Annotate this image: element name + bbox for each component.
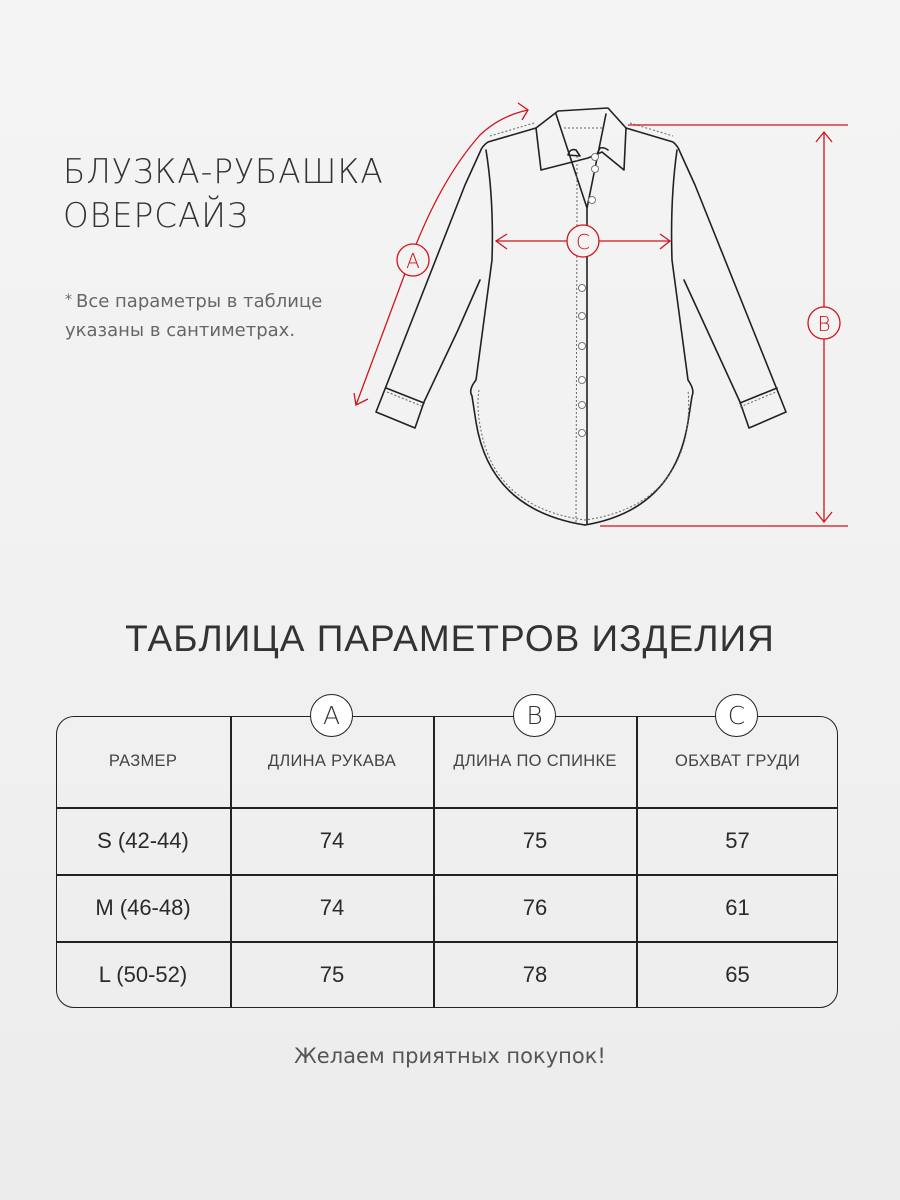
table-row-size: M (46-48): [95, 895, 191, 920]
table-cell-chest: 65: [725, 962, 750, 987]
shirt-diagram: [340, 90, 860, 540]
badge-b: B: [513, 694, 556, 737]
marker-b: B: [817, 312, 831, 336]
button-icons: [579, 154, 599, 437]
header-chest-girth: ОБХВАТ ГРУДИ: [674, 752, 801, 770]
table-cell-chest: 61: [725, 895, 750, 920]
table-cell-sleeve: 75: [319, 962, 345, 987]
table-row-size: L (50-52): [98, 962, 188, 987]
table-cell-chest: 57: [725, 828, 750, 853]
product-title-line2: ОВЕРСАЙЗ: [63, 196, 249, 236]
table-cell-back: 78: [522, 962, 548, 987]
marker-a: A: [406, 249, 420, 273]
table-cell-sleeve: 74: [319, 895, 345, 920]
product-title-line1: БЛУЗКА-РУБАШКА: [63, 152, 384, 192]
size-table: [56, 701, 838, 1008]
product-title: [63, 150, 384, 238]
table-cell-back: 76: [522, 895, 548, 920]
measure-b-back: [600, 125, 848, 526]
badge-c: C: [715, 694, 758, 737]
header-size: РАЗМЕР: [108, 752, 178, 770]
measure-a-sleeve: [354, 103, 528, 405]
units-note-line1: * Все параметры в таблице: [65, 291, 323, 312]
footer-message: Желаем приятных покупок!: [294, 1044, 606, 1068]
table-cell-sleeve: 74: [319, 828, 345, 853]
units-note: [65, 286, 322, 345]
badge-a: A: [310, 694, 353, 737]
marker-c: C: [576, 230, 590, 254]
size-table-title: ТАБЛИЦА ПАРАМЕТРОВ ИЗДЕЛИЯ: [125, 618, 775, 659]
header-sleeve-length: ДЛИНА РУКАВА: [267, 752, 397, 770]
asterisk-icon: *: [65, 292, 72, 308]
units-note-line2: указаны в сантиметрах.: [65, 320, 296, 341]
table-row-size: S (42-44): [97, 828, 189, 853]
header-back-length: ДЛИНА ПО СПИНКЕ: [453, 752, 617, 770]
table-cell-back: 75: [522, 828, 548, 853]
